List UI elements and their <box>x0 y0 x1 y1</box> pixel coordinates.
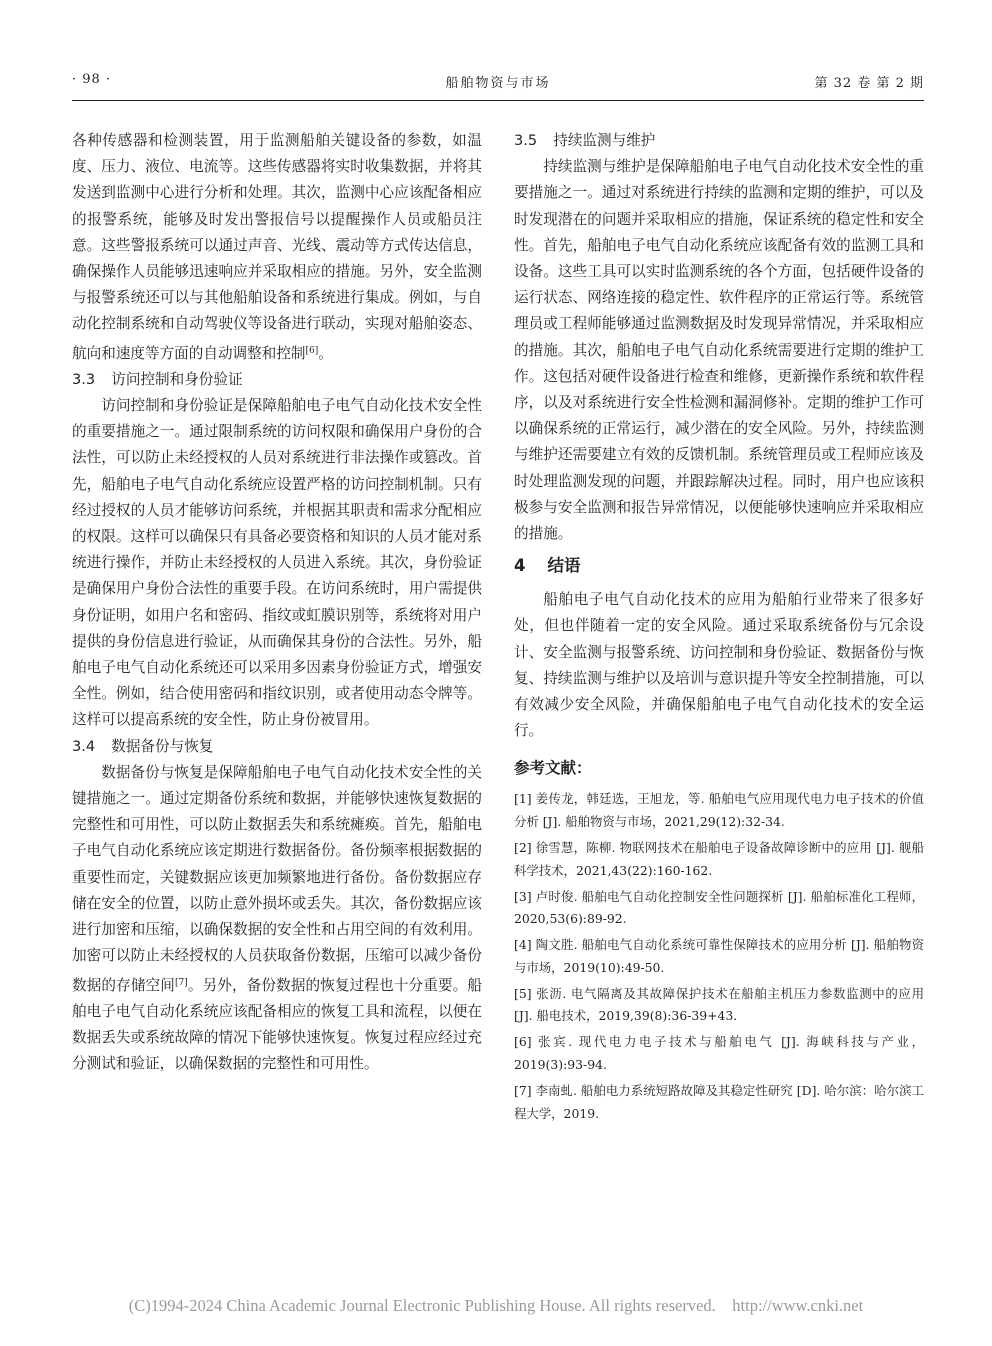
issue-label: 第 32 卷 第 2 期 <box>814 76 924 91</box>
reference-item: [6] 张宾. 现代电力电子技术与船舶电气 [J]. 海峡科技与产业，2019(3):93-94. <box>514 1034 924 1072</box>
page-number: · 98 · <box>72 72 112 87</box>
citation-6: [6] <box>305 345 319 356</box>
reference-item: [4] 陶文胜. 船舶电气自动化系统可靠性保障技术的应用分析 [J]. 船舶物资与市场，2019(10):49-50. <box>514 937 924 975</box>
right-column <box>514 128 924 1129</box>
references-heading: 参考文献： <box>514 759 592 778</box>
section-3-5-paragraph: 持续监测与维护是保障船舶电子电气自动化技术安全性的重要措施之一。通过对系统进行持续的监测和定期的维护，可以及时发现潜在的问题并采取相应的措施，保证系统的稳定性和安全性。首先，船舶电子电气自动化系统应该配备有效的监测工具和设备。这些工具可以实时监测系统的各个方面，包括硬件设备的运行状态、网络连接的稳定性、软件程序的正常运行等。系统管理员或工程师能够通过监测数据及时发现异常情况，并采取相应的措施。其次，船舶电子电气自动化系统需要进行定期的维护工作。这包括对硬件设备进行检查和维修，更新操作系统和软件程序，以及对系统进行安全性检测和漏洞修补。定期的维护工作可以确保系统的正常运行，减少潜在的安全风险。另外，持续监测与维护还需要建立有效的反馈机制。系统管理员或工程师应该及时处理监测发现的问题，并跟踪解决过程。同时，用户也应该积极参与安全监测和报告异常情况，以便能够快速响应并采取相应的措施。 <box>514 158 924 543</box>
footer-url[interactable]: http://www.cnki.net <box>732 1296 864 1315</box>
reference-item: [7] 李南虬. 船舶电力系统短路故障及其稳定性研究 [D]. 哈尔滨：哈尔滨工程大学，2019. <box>514 1083 924 1121</box>
copyright-footer <box>0 1296 992 1316</box>
reference-list <box>514 788 924 1125</box>
copyright-text: (C)1994-2024 China Academic Journal Electronic Publishing House. All rights reserved. <box>128 1296 716 1315</box>
section-3-3-paragraph: 访问控制和身份验证是保障船舶电子电气自动化技术安全性的重要措施之一。通过限制系统的访问权限和确保用户身份的合法性，可以防止未经授权的人员对系统进行非法操作或篡改。首先，船舶电子电气自动化系统应设置严格的访问控制机制。只有经过授权的人员才能够访问系统，并根据其职责和需求分配相应的权限。这样可以确保只有具备必要资格和知识的人员才能对系统进行操作，并防止未经授权的人员进入系统。其次，身份验证是确保用户身份合法性的重要手段。在访问系统时，用户需提供身份证明，如用户名和密码、指纹或虹膜识别等，系统将对用户提供的身份信息进行验证，从而确保其身份的合法性。另外，船舶电子电气自动化系统还可以采用多因素身份验证方式，增强安全性。例如，结合使用密码和指纹识别，或者使用动态令牌等。这样可以提高系统的安全性，防止身份被冒用。 <box>72 397 482 729</box>
intro-paragraph: 各种传感器和检测装置，用于监测船舶关键设备的参数，如温度、压力、液位、电流等。这些传感器将实时收集数据，并将其发送到监测中心进行分析和处理。其次，监测中心应该配备相应的报警系统，能够及时发出警报信号以提醒操作人员或船员注意。这些警报系统可以通过声音、光线、震动等方式传达信息，确保操作人员能够迅速响应并采取相应的措施。另外，安全监测与报警系统还可以与其他船舶设备和系统进行集成。例如，与自动化控制系统和自动驾驶仪等设备进行联动，实现对船舶姿态、航向和速度等方面的自动调整和控制[6]。 <box>72 132 482 362</box>
journal-title: 船舶物资与市场 <box>445 76 551 91</box>
page-header <box>72 66 924 96</box>
citation-7: [7] <box>174 977 188 988</box>
reference-item: [3] 卢时俊. 船舶电气自动化控制安全性问题探析 [J]. 船舶标准化工程师，2020,53(6):89-92. <box>514 888 924 927</box>
section-3-4-heading: 3.4 数据备份与恢复 <box>72 737 214 755</box>
section-3-4-paragraph: 数据备份与恢复是保障船舶电子电气自动化技术安全性的关键措施之一。通过定期备份系统和数据，并能够快速恢复数据的完整性和可用性，可以防止数据丢失和系统瘫痪。首先，船舶电子电气自动化系统应该定期进行数据备份。备份频率根据数据的重要性而定，关键数据应该更加频繁地进行备份。备份数据应存储在安全的位置，以防止意外损坏或丢失。其次，备份数据应该进行加密和压缩，以确保数据的安全性和占用空间的有效利用。加密可以防止未经授权的人员获取备份数据，压缩可以减少备份数据的存储空间[7]。另外，备份数据的恢复过程也十分重要。船舶电子电气自动化系统应该配备相应的恢复工具和流程，以便在数据丢失或系统故障的情况下能够快速恢复。恢复过程应经过充分测试和验证，以确保数据的完整性和可用性。 <box>72 763 482 1073</box>
conclusion-paragraph: 船舶电子电气自动化技术的应用为船舶行业带来了很多好处，但也伴随着一定的安全风险。通过采取系统备份与冗余设计、安全监测与报警系统、访问控制和身份验证、数据备份与恢复、持续监测与维护以及培训与意识提升等安全控制措施，可以有效减少安全风险，并确保船舶电子电气自动化技术的安全运行。 <box>514 591 924 740</box>
reference-item: [5] 张沥. 电气隔离及其故障保护技术在船舶主机压力参数监测中的应用 [J]. 船电技术，2019,39(8):36-39+43. <box>514 985 924 1024</box>
header-rule <box>72 100 924 101</box>
section-3-3-heading: 3.3 访问控制和身份验证 <box>72 370 243 388</box>
left-column <box>72 128 482 1077</box>
section-4-heading: 4 结语 <box>514 556 581 576</box>
section-3-5-heading: 3.5 持续监测与维护 <box>514 132 656 149</box>
reference-item: [1] 姜传龙，韩廷选，王旭龙，等. 船舶电气应用现代电力电子技术的价值分析 [J]. 船舶物资与市场，2021,29(12):32-34. <box>514 791 924 829</box>
reference-item: [2] 徐雪慧，陈柳. 物联网技术在船舶电子设备故障诊断中的应用 [J]. 舰船科学技术，2021,43(22):160-162. <box>514 840 924 878</box>
